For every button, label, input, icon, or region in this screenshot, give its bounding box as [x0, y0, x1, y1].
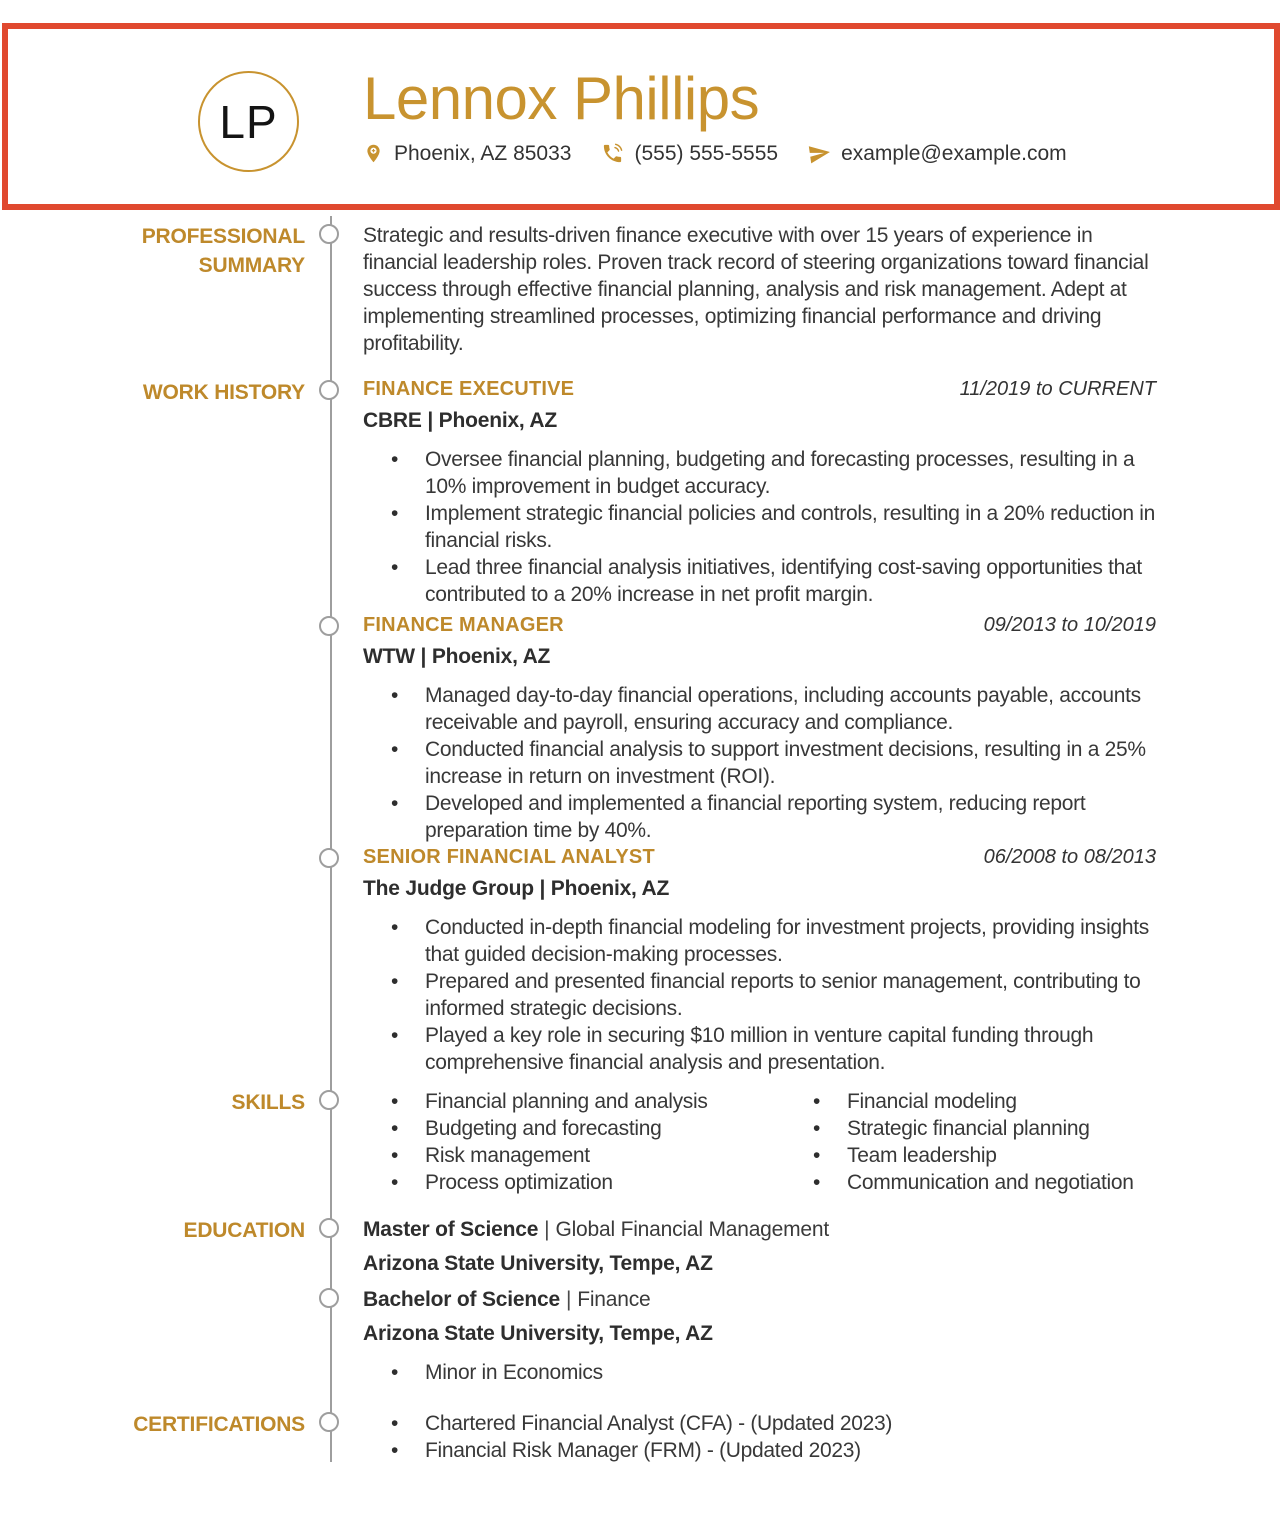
person-name: Lennox Phillips: [363, 64, 760, 132]
timeline-node: [319, 380, 339, 400]
phone-icon: [601, 142, 624, 165]
degree-field: Finance: [577, 1288, 651, 1311]
job-entry-3: [0, 846, 1282, 1076]
timeline-gutter: [305, 614, 363, 844]
summary-content: [363, 222, 1282, 357]
job-dates: 09/2013 to 10/2019: [983, 614, 1156, 636]
timeline-node: [319, 1090, 339, 1110]
section-label-certifications: CERTIFICATIONS: [133, 1413, 305, 1436]
skill-item: • Process optimization: [363, 1169, 785, 1196]
section-education: [0, 1216, 1282, 1276]
job-entry: [363, 846, 1282, 1076]
job-company: WTW | Phoenix, AZ: [363, 645, 551, 668]
skill-item: • Budgeting and forecasting: [363, 1115, 785, 1142]
degree-school: Arizona State University, Tempe, AZ: [363, 1252, 713, 1275]
certification-list: [363, 1410, 1156, 1464]
skill-item: • Strategic financial planning: [785, 1115, 1156, 1142]
education-bullet: • Minor in Economics: [363, 1359, 1156, 1386]
job-header: [363, 846, 1156, 869]
timeline-gutter: [305, 846, 363, 1076]
degree-entry: [363, 1216, 1282, 1276]
timeline-node: [319, 1412, 339, 1432]
degree-separator: |: [565, 1288, 572, 1311]
timeline-gutter: [305, 222, 363, 357]
summary-text: Strategic and results-driven finance executive with over 15 years of experience in financial leadership roles. Proven track record of steering organizations toward financial success through effective financial planning, analysis and risk management. Adept at implementing streamlined processes, optimizing financial performance and driving profitability.: [363, 224, 1149, 355]
job-title: FINANCE EXECUTIVE: [363, 378, 575, 400]
timeline-gutter: [305, 1410, 363, 1464]
degree-line: [363, 1286, 1156, 1314]
job-entry-2: [0, 614, 1282, 844]
job-bullet: • Implement strategic financial policies and controls, resulting in a 20% reduction in financial risks.: [363, 500, 1156, 554]
skills-list-column-2: [785, 1088, 1156, 1196]
degree-entry-2: [0, 1286, 1282, 1386]
job-title: FINANCE MANAGER: [363, 614, 564, 636]
section-skills: [0, 1088, 1282, 1196]
job-bullet: • Oversee financial planning, budgeting and forecasting processes, resulting in a 10% improvement in budget accuracy.: [363, 446, 1156, 500]
degree-entry: [363, 1286, 1282, 1386]
job-company: The Judge Group | Phoenix, AZ: [363, 877, 670, 900]
monogram-avatar: [198, 71, 299, 172]
email-text: example@example.com: [841, 141, 1067, 165]
degree-separator: |: [544, 1218, 550, 1241]
skill-item: • Risk management: [363, 1142, 785, 1169]
certifications-content: [363, 1410, 1282, 1464]
job-bullet-list: [363, 914, 1156, 1076]
job-entry: [363, 378, 1282, 608]
timeline-node: [319, 848, 339, 868]
job-header: [363, 378, 1156, 401]
skill-item: • Financial planning and analysis: [363, 1088, 785, 1115]
monogram-initials: LP: [219, 95, 278, 148]
education-bullet-list: [363, 1359, 1156, 1386]
resume-body: [0, 222, 1282, 1464]
job-bullet: • Managed day-to-day financial operations, including accounts payable, accounts receivable and payroll, ensuring accuracy and compliance.: [363, 682, 1156, 736]
degree-school: Arizona State University, Tempe, AZ: [363, 1322, 713, 1345]
timeline-gutter: [305, 1216, 363, 1276]
skills-content: [363, 1088, 1282, 1196]
section-professional-summary: [0, 222, 1282, 357]
job-dates: 06/2008 to 08/2013: [983, 846, 1156, 868]
job-entry: [363, 614, 1282, 844]
job-bullet: • Conducted in-depth financial modeling for investment projects, providing insights that guided decision-making processes.: [363, 914, 1156, 968]
job-bullet: • Prepared and presented financial reports to senior management, contributing to informed strategic decisions.: [363, 968, 1156, 1022]
degree-title: Bachelor of Science: [363, 1288, 560, 1311]
job-bullet: • Developed and implemented a financial reporting system, reducing report preparation time by 40%.: [363, 790, 1156, 844]
section-label-summary: PROFESSIONAL SUMMARY: [141, 225, 305, 277]
contact-email: [808, 142, 1067, 166]
contact-location: [363, 142, 571, 166]
location-pin-icon: [363, 142, 384, 165]
skills-list-column-1: [363, 1088, 785, 1196]
skill-item: • Financial modeling: [785, 1088, 1156, 1115]
job-bullet-list: [363, 446, 1156, 608]
skills-columns: [363, 1088, 1156, 1196]
section-label-empty: [0, 846, 305, 1076]
section-label-empty: [0, 614, 305, 844]
job-bullet: • Conducted financial analysis to support investment decisions, resulting in a 25% increase in return on investment (ROI).: [363, 736, 1156, 790]
section-label-skills: SKILLS: [231, 1091, 305, 1114]
degree-title: Master of Science: [363, 1218, 539, 1241]
skill-item: • Team leadership: [785, 1142, 1156, 1169]
timeline-gutter: [305, 1286, 363, 1386]
header-section: [2, 23, 1280, 210]
location-text: Phoenix, AZ 85033: [394, 141, 572, 165]
job-bullet-list: [363, 682, 1156, 844]
degree-field: Global Financial Management: [555, 1218, 830, 1241]
job-bullet: • Lead three financial analysis initiatives, identifying cost-saving opportunities that contributed to a 20% increase in net profit margin.: [363, 554, 1156, 608]
contact-phone: [601, 142, 778, 166]
section-label-empty: [0, 1286, 305, 1386]
job-company: CBRE | Phoenix, AZ: [363, 409, 558, 432]
send-icon: [808, 142, 831, 165]
job-header: [363, 614, 1156, 637]
timeline-node: [319, 616, 339, 636]
header-text: [363, 64, 1067, 166]
job-bullet: • Played a key role in securing $10 million in venture capital funding through comprehensive financial analysis and presentation.: [363, 1022, 1156, 1076]
section-certifications: [0, 1410, 1282, 1464]
contact-row: [363, 142, 1067, 166]
job-title: SENIOR FINANCIAL ANALYST: [363, 846, 655, 868]
job-dates: 11/2019 to CURRENT: [959, 378, 1156, 400]
section-label-education: EDUCATION: [183, 1219, 305, 1242]
section-work-history: [0, 378, 1282, 608]
timeline-node: [319, 224, 339, 244]
timeline-node: [319, 1218, 339, 1238]
degree-line: [363, 1216, 1156, 1244]
skill-item: • Communication and negotiation: [785, 1169, 1156, 1196]
timeline-node: [319, 1288, 339, 1308]
timeline-gutter: [305, 378, 363, 608]
section-label-work-history: WORK HISTORY: [142, 381, 305, 404]
timeline-gutter: [305, 1088, 363, 1196]
certification-item: • Financial Risk Manager (FRM) - (Updated 2023): [363, 1437, 1156, 1464]
certification-item: • Chartered Financial Analyst (CFA) - (Updated 2023): [363, 1410, 1156, 1437]
phone-text: (555) 555-5555: [634, 141, 779, 165]
